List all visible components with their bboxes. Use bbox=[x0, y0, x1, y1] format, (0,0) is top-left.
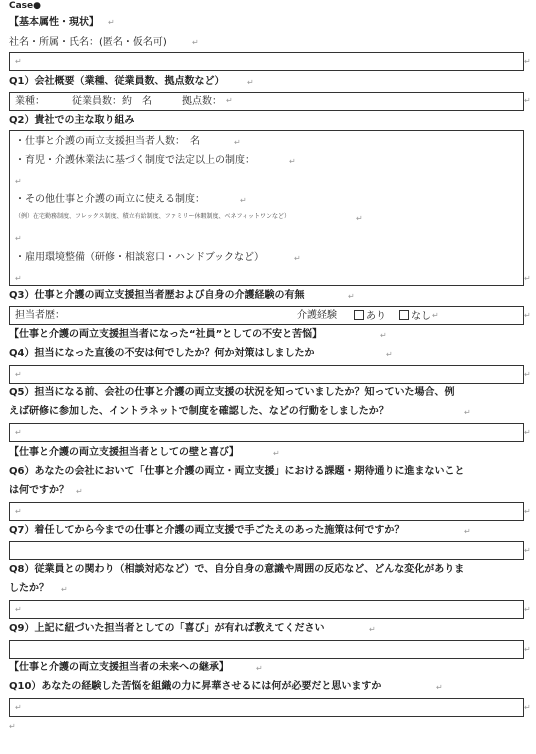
paragraph-mark-icon: ↵ bbox=[15, 274, 22, 283]
paragraph-mark-icon: ↵ bbox=[234, 138, 241, 147]
q1-industry-label: 業種： bbox=[15, 96, 45, 107]
checkbox-icon[interactable] bbox=[354, 310, 364, 320]
q1-answer-field[interactable] bbox=[9, 92, 524, 111]
q9-answer-field[interactable] bbox=[9, 640, 524, 659]
q1-sites-label: 拠点数： bbox=[182, 96, 222, 107]
paragraph-mark-icon: ↵ bbox=[256, 664, 263, 673]
q2-other-systems: ・その他仕事と介護の両立に使える制度： bbox=[15, 194, 205, 205]
q8-title-line1: Q8）従業員との関わり（相談対応など）で、自分自身の意識や周囲の反応など、どんな変化がありま bbox=[9, 564, 465, 575]
q6-title-line1: Q6）あなたの会社において「仕事と介護の両立・両立支援」における課題・期待通りに進まないこと bbox=[9, 466, 465, 477]
name-label: 社名・所属・氏名：(匿名・仮名可) bbox=[9, 37, 167, 48]
paragraph-mark-icon: ↵ bbox=[464, 408, 471, 417]
paragraph-mark-icon: ↵ bbox=[356, 214, 363, 223]
q7-answer-field[interactable] bbox=[9, 541, 524, 560]
paragraph-mark-icon: ↵ bbox=[15, 507, 22, 516]
paragraph-mark-icon: ↵ bbox=[15, 370, 22, 379]
q1-title: Q1）会社概要（業種、従業員数、拠点数など） bbox=[9, 76, 225, 87]
q9-title: Q9）上記に紐づいた担当者としての「喜び」が有れば教えてください bbox=[9, 623, 325, 634]
q3-answer-field[interactable] bbox=[9, 306, 524, 325]
paragraph-mark-icon: ↵ bbox=[192, 38, 199, 47]
q1-employees-label: 従業員数：約 名 bbox=[72, 96, 152, 107]
q10-title: Q10）あなたの経験した苦悩を組織の力に昇華させるには何が必要だと思いますか bbox=[9, 681, 382, 692]
paragraph-mark-icon: ↵ bbox=[524, 428, 531, 437]
q7-title: Q7）着任してから今までの仕事と介護の両立支援で手ごたえのあった施策は何ですか？ bbox=[9, 525, 405, 536]
paragraph-mark-icon: ↵ bbox=[289, 157, 296, 166]
paragraph-mark-icon: ↵ bbox=[524, 605, 531, 614]
section-future-heading: 【仕事と介護の両立支援担当者の未来への継承】 bbox=[9, 662, 229, 673]
paragraph-mark-icon: ↵ bbox=[524, 96, 531, 105]
paragraph-mark-icon: ↵ bbox=[524, 370, 531, 379]
paragraph-mark-icon: ↵ bbox=[15, 177, 22, 186]
paragraph-mark-icon: ↵ bbox=[15, 57, 22, 66]
q3-no-label: なし bbox=[411, 311, 431, 322]
q2-statutory-systems: ・育児・介護休業法に基づく制度で法定以上の制度： bbox=[15, 155, 255, 166]
paragraph-mark-icon: ↵ bbox=[524, 546, 531, 555]
q4-answer-field[interactable] bbox=[9, 365, 524, 384]
paragraph-mark-icon: ↵ bbox=[273, 449, 280, 458]
paragraph-mark-icon: ↵ bbox=[524, 274, 531, 283]
q3-yes-option[interactable] bbox=[354, 310, 386, 323]
paragraph-mark-icon: ↵ bbox=[524, 645, 531, 654]
paragraph-mark-icon: ↵ bbox=[294, 254, 301, 263]
q6-title-line2: は何ですか？ bbox=[9, 485, 69, 496]
paragraph-mark-icon: ↵ bbox=[9, 722, 16, 731]
paragraph-mark-icon: ↵ bbox=[348, 292, 355, 301]
paragraph-mark-icon: ↵ bbox=[61, 585, 68, 594]
q8-answer-field[interactable] bbox=[9, 600, 524, 619]
q2-examples: （例）在宅勤務制度、フレックス制度、積立有給制度、ファミリー休暇制度、ベネフィットワンなど） bbox=[15, 213, 291, 220]
q3-experience-label: 介護経験 bbox=[297, 310, 337, 321]
q2-environment: ・雇用環境整備（研修・相談窓口・ハンドブックなど） bbox=[15, 252, 264, 263]
q2-title: Q2）貴社での主な取り組み bbox=[9, 115, 135, 126]
section-concerns-heading: 【仕事と介護の両立支援担当者になった“社員”としての不安と苦悩】 bbox=[9, 329, 323, 340]
paragraph-mark-icon: ↵ bbox=[524, 57, 531, 66]
paragraph-mark-icon: ↵ bbox=[464, 527, 471, 536]
q5-title-line2: えば研修に参加した、イントラネットで制度を確認した、などの行動をしましたか？ bbox=[9, 406, 389, 417]
section-basic-heading: 【基本属性・現状】 bbox=[9, 17, 99, 28]
q8-title-line2: したか？ bbox=[9, 583, 49, 594]
q3-yes-label: あり bbox=[366, 311, 386, 322]
paragraph-mark-icon: ↵ bbox=[108, 18, 115, 27]
paragraph-mark-icon: ↵ bbox=[524, 311, 531, 320]
paragraph-mark-icon: ↵ bbox=[247, 78, 254, 87]
q2-answer-field[interactable] bbox=[9, 130, 524, 286]
paragraph-mark-icon: ↵ bbox=[524, 703, 531, 712]
q5-title-line1: Q5）担当になる前、会社の仕事と介護の両立支援の状況を知っていましたか？知っていた場合、例 bbox=[9, 387, 455, 398]
paragraph-mark-icon: ↵ bbox=[380, 331, 387, 340]
paragraph-mark-icon: ↵ bbox=[369, 625, 376, 634]
paragraph-mark-icon: ↵ bbox=[15, 234, 22, 243]
q10-answer-field[interactable] bbox=[9, 698, 524, 717]
paragraph-mark-icon: ↵ bbox=[524, 507, 531, 516]
name-answer-field[interactable] bbox=[9, 52, 524, 71]
paragraph-mark-icon: ↵ bbox=[386, 350, 393, 359]
paragraph-mark-icon: ↵ bbox=[240, 196, 247, 205]
q4-title: Q4）担当になった直後の不安は何でしたか？何か対策はしましたか bbox=[9, 348, 315, 359]
q3-history-label: 担当者歴： bbox=[15, 310, 65, 321]
q3-no-option[interactable] bbox=[399, 310, 431, 323]
paragraph-mark-icon: ↵ bbox=[15, 605, 22, 614]
q6-answer-field[interactable] bbox=[9, 502, 524, 521]
case-label: Case● bbox=[9, 1, 41, 11]
q5-answer-field[interactable] bbox=[9, 423, 524, 442]
paragraph-mark-icon: ↵ bbox=[15, 428, 22, 437]
section-walls-heading: 【仕事と介護の両立支援担当者としての壁と喜び】 bbox=[9, 447, 239, 458]
paragraph-mark-icon: ↵ bbox=[432, 311, 439, 320]
paragraph-mark-icon: ↵ bbox=[15, 703, 22, 712]
paragraph-mark-icon: ↵ bbox=[226, 96, 233, 105]
paragraph-mark-icon: ↵ bbox=[436, 683, 443, 692]
q2-staff-count: ・仕事と介護の両立支援担当者人数： 名 bbox=[15, 136, 200, 147]
q3-title: Q3）仕事と介護の両立支援担当者歴および自身の介護経験の有無 bbox=[9, 290, 305, 301]
checkbox-icon[interactable] bbox=[399, 310, 409, 320]
paragraph-mark-icon: ↵ bbox=[76, 487, 83, 496]
